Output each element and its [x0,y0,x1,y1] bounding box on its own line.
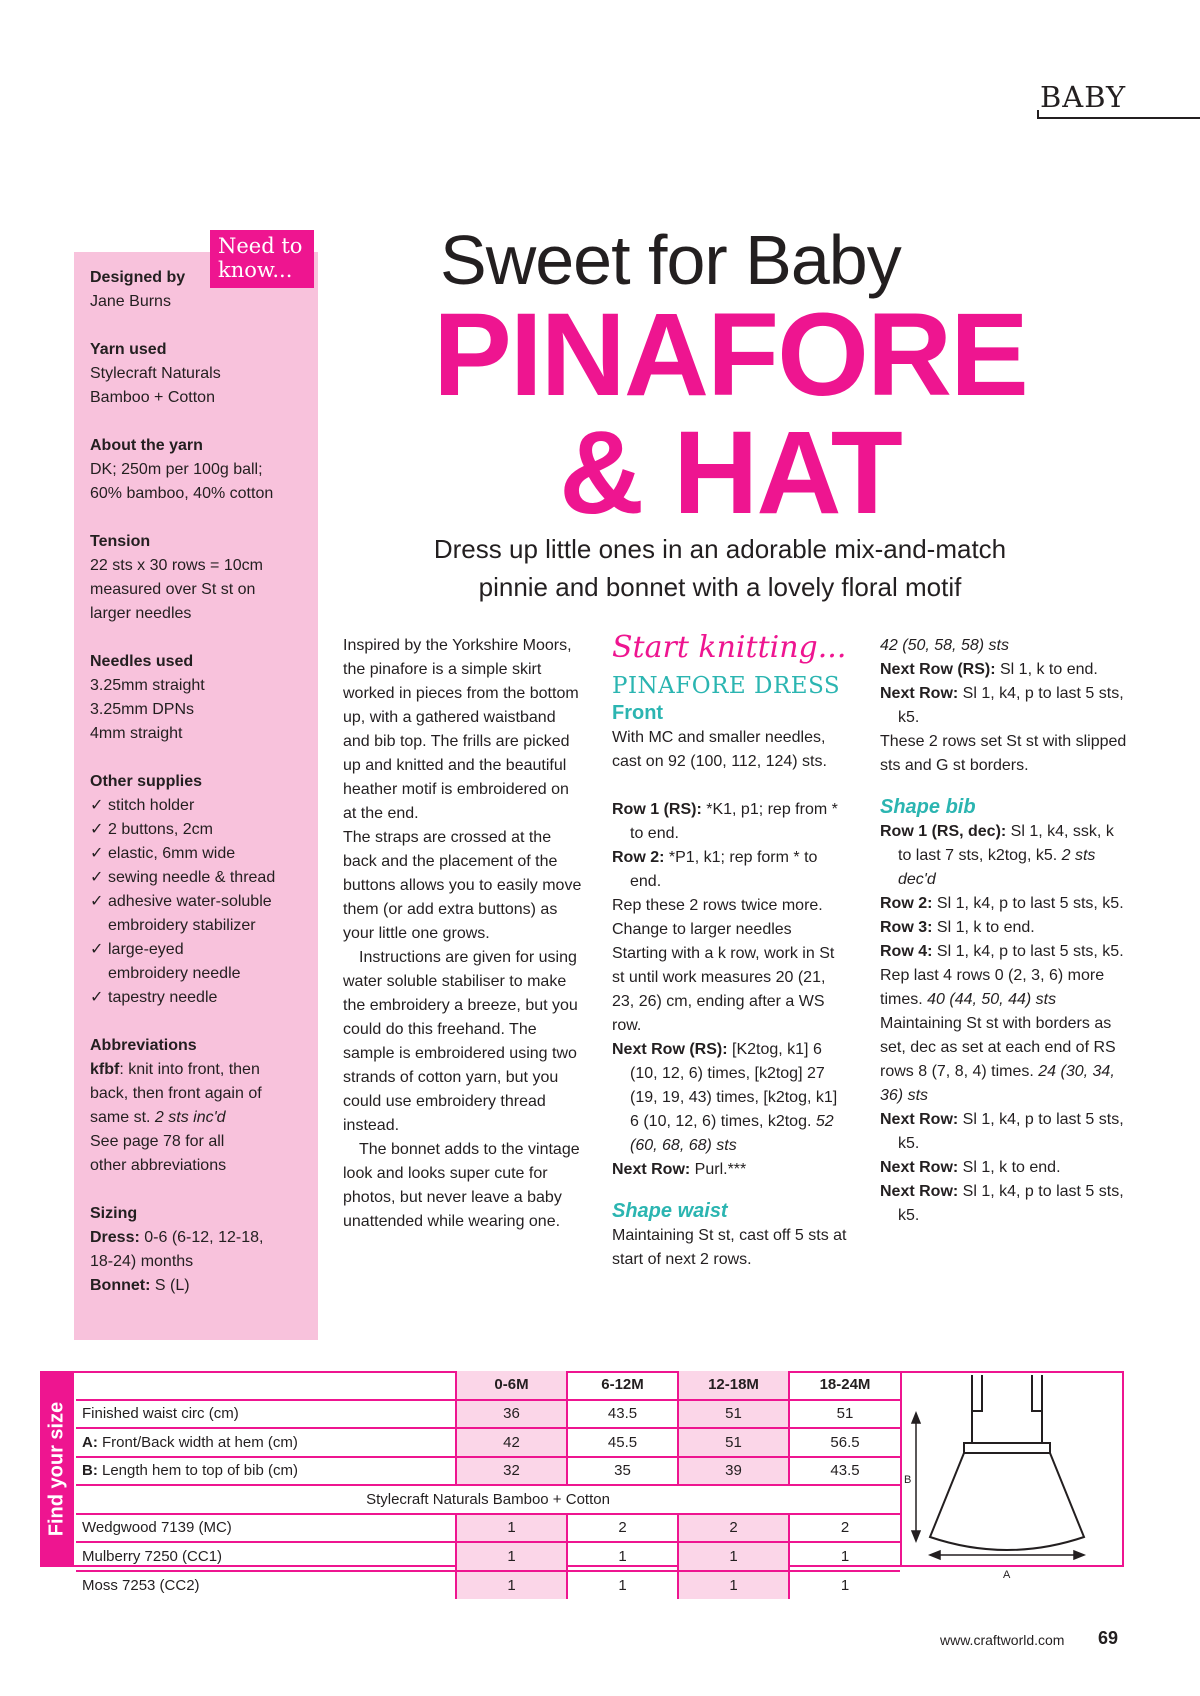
shape-bib-heading: Shape bib [880,796,976,818]
row-text: Sl 1, k4, ssk, k to last 7 sts, k2tog, k5. [898,823,1114,864]
row-text: Purl.*** [690,1161,747,1178]
standfirst-line: Dress up little ones in an adorable mix-and-match [433,534,1007,564]
table-row [76,1400,900,1429]
abbreviation-line: See page 78 for all [90,1133,225,1150]
table-cell: 51 [789,1400,900,1429]
row-label: Next Row: [880,685,959,702]
table-header-cell: 12-18M [678,1371,789,1400]
stitch-count: 2 sts dec'd [898,847,1096,888]
sizing-block [90,1202,306,1298]
pattern-row [612,1158,850,1182]
row-label-text: Front/Back width at hem (cm) [97,1433,298,1451]
check-icon: ✓ [90,989,104,1006]
intro-paragraph: The straps are crossed at the back and the placement of the buttons allows you to easily move them (or add extra buttons) as your little one grows. [343,829,582,942]
row-prefix: B: [82,1462,98,1480]
designed-by-heading: Designed by [90,269,186,286]
row-label: Next Row: [880,1183,959,1200]
supply-text: stitch holder [108,797,195,814]
table-cell: 1 [678,1542,789,1571]
sizing-line [90,1226,306,1250]
pattern-column-2 [880,634,1130,1228]
row-label: Next Row: [612,1161,691,1178]
needle-line: 3.25mm straight [90,677,205,694]
arrow-up-icon [912,1413,920,1423]
table-cell: 1 [567,1571,678,1600]
row-label: Next Row: [880,1111,959,1128]
table-cell: 1 [789,1571,900,1600]
tension-line: measured over St st on [90,581,256,598]
table-row-label: Finished waist circ (cm) [76,1400,456,1429]
table-cell: 1 [456,1542,567,1571]
stitch-count: 42 (50, 58, 58) sts [880,637,1009,654]
supply-item [90,866,306,890]
designer-name: Jane Burns [90,293,171,310]
sizing-value: S (L) [150,1277,190,1294]
supply-text: embroidery needle [108,965,241,982]
table-cell: 43.5 [789,1457,900,1486]
abbreviation-term: kfbf [90,1061,120,1078]
size-table-tab-label: Find your size [45,1401,68,1537]
title-line: & HAT [559,407,901,539]
table-cell: 39 [678,1457,789,1486]
diagram-label-a: A [1003,1569,1011,1581]
supply-text: embroidery stabilizer [108,917,256,934]
size-table [76,1371,900,1599]
supply-item [90,818,306,842]
tension-heading: Tension [90,533,151,550]
table-row-label: Wedgwood 7139 (MC) [76,1514,456,1543]
table-row-label: Mulberry 7250 (CC1) [76,1542,456,1571]
arrow-left-icon [930,1551,940,1559]
needle-line: 3.25mm DPNs [90,701,195,718]
abbreviation-line [90,1106,306,1130]
sizing-line: 18-24) months [90,1253,194,1270]
pattern-row [612,1038,850,1158]
sizing-label: Dress: [90,1229,140,1246]
pattern-row [880,820,1130,892]
yarn-used-line: Bamboo + Cotton [90,389,215,406]
tension-line: 22 sts x 30 rows = 10cm [90,557,263,574]
table-cell: 1 [456,1514,567,1543]
row-text: [K2tog, k1] 6 (10, 12, 6) times, [k2tog] 27 (19, 19, 43) times, [k2tog, k1] 6 (10, 12, 6) times, k2tog. [630,1041,838,1130]
table-header-blank [76,1371,456,1400]
table-cell: 56.5 [789,1428,900,1457]
arrow-right-icon [1074,1551,1084,1559]
supply-text: large-eyed [108,941,184,958]
table-cell: 1 [789,1542,900,1571]
row-text: Sl 1, k4, p to last 5 sts, k5. [932,943,1124,960]
table-header-cell: 6-12M [567,1371,678,1400]
pattern-row [880,682,1130,730]
table-header-cell: 18-24M [789,1371,900,1400]
waistband [964,1443,1050,1453]
pattern-text: With MC and smaller needles, cast on 92 (100, 112, 124) sts. [612,729,827,770]
section-rule [1037,117,1200,119]
pattern-row [880,1156,1130,1180]
table-cell: 36 [456,1400,567,1429]
supply-text: sewing needle & thread [108,869,276,886]
table-row [76,1571,900,1600]
abbreviation-line [90,1058,306,1082]
yarn-brand-row: Stylecraft Naturals Bamboo + Cotton [76,1485,900,1514]
bib [972,1411,1042,1443]
about-yarn-heading: About the yarn [90,437,203,454]
section-rule-tick [1037,110,1039,119]
supplies-block [90,770,306,1010]
intro-column [343,634,583,1234]
right-strap [1032,1375,1042,1411]
row-text: Sl 1, k to end. [995,661,1098,678]
stitch-count: 52 (60, 68, 68) sts [630,1113,834,1154]
supply-text: elastic, 6mm wide [108,845,236,862]
pattern-row [612,846,850,894]
table-row-label [76,1457,456,1486]
abbreviation-count: 2 sts inc'd [154,1109,226,1126]
row-label: Row 2: [880,895,933,912]
pattern-text: Change to larger needles [612,921,792,938]
table-row [76,1428,900,1457]
spacer [612,774,850,798]
pinafore-dress-heading: PINAFORE DRESS [612,673,841,699]
check-icon: ✓ [90,941,104,958]
supply-item [90,794,306,818]
footer-url[interactable]: www.craftworld.com [940,1632,1065,1648]
section-tag: BABY [1040,80,1127,114]
table-cell: 2 [789,1514,900,1543]
abbreviation-def: same st. [90,1109,155,1126]
pattern-text: These 2 rows set St st with slipped sts and G st borders. [880,733,1127,774]
pattern-text: Rep these 2 rows twice more. [612,897,823,914]
row-text: Rep last 4 rows 0 (2, 3, 6) more times. [880,967,1105,1008]
table-cell: 1 [567,1542,678,1571]
row-label: Row 4: [880,943,933,960]
supply-item [90,938,306,986]
row-label: Row 3: [880,919,933,936]
supply-item [90,842,306,866]
row-text: *P1, k1; rep form * to end. [630,849,818,890]
need-to-know-badge [210,230,314,288]
table-cell: 1 [456,1571,567,1600]
supply-text: 2 buttons, 2cm [108,821,213,838]
table-cell: 51 [678,1428,789,1457]
pattern-row [880,658,1130,682]
sizing-line [90,1274,306,1298]
row-label-text: Length hem to top of bib (cm) [97,1462,298,1480]
intro-paragraph: Instructions are given for using water soluble stabiliser to make the embroidery a breeze, but you could do this freehand. The sample is embroidered using two strands of cotton yarn, but you could use embroidery thread instead. [343,949,578,1134]
intro-paragraph: Inspired by the Yorkshire Moors, the pinafore is a simple skirt worked in pieces from the bottom up, with a gathered waistband and bib top. The frills are picked up and knitted and the beautiful heather motif is embroidered on at the end. [343,637,579,822]
row-label: Row 1 (RS): [612,801,702,818]
pattern-column-1 [612,628,850,1272]
yarn-used-heading: Yarn used [90,341,167,358]
pattern-text [880,964,1130,1012]
start-knitting-heading: Start knitting... [612,630,847,665]
abbreviations-heading: Abbreviations [90,1037,197,1054]
row-label: Next Row (RS): [612,1041,728,1058]
check-icon: ✓ [90,869,104,886]
left-strap [972,1375,982,1411]
row-text: *K1, p1; rep from * to end. [630,801,838,842]
row-text: Maintaining St st with borders as set, dec as set at each end of RS rows 8 (7, 8, 4) times. [880,1015,1116,1080]
about-yarn-block [90,434,306,506]
tension-block [90,530,306,626]
check-icon: ✓ [90,821,104,838]
table-cell: 42 [456,1428,567,1457]
badge-line: Need to [218,234,303,258]
row-label: Row 2: [612,849,665,866]
title-line: PINAFORE [433,289,1027,421]
pattern-row [880,1180,1130,1228]
yarn-used-line: Stylecraft Naturals [90,365,221,382]
table-cell: 45.5 [567,1428,678,1457]
pattern-row [612,798,850,846]
table-row [76,1485,900,1514]
page-title [380,289,1080,539]
table-cell: 2 [678,1514,789,1543]
check-icon: ✓ [90,845,104,862]
pattern-row [880,940,1130,964]
row-text: Sl 1, k4, p to last 5 sts, k5. [898,685,1124,726]
table-row-label [76,1428,456,1457]
stitch-count: 40 (44, 50, 44) sts [927,991,1057,1008]
supply-item [90,986,306,1010]
badge-line: know... [218,258,293,282]
need-to-know-sidebar [74,252,318,1340]
table-row-label: Moss 7253 (CC2) [82,1576,200,1594]
supplies-list [90,794,306,1010]
needles-block [90,650,306,746]
table-header-cell: 0-6M [456,1371,567,1400]
table-cell: 2 [567,1514,678,1543]
abbreviation-line: back, then front again of [90,1085,262,1102]
row-text: Sl 1, k4, p to last 5 sts, k5. [898,1111,1124,1152]
table-row [76,1457,900,1486]
sizing-value: 0-6 (6-12, 12-18, [139,1229,264,1246]
row-text: Sl 1, k to end. [958,1159,1061,1176]
abbreviation-def: : knit into front, then [119,1061,260,1078]
row-prefix: A: [82,1433,98,1451]
row-text: Sl 1, k to end. [932,919,1035,936]
diagram-label-b: B [904,1474,912,1486]
table-cell: 51 [678,1400,789,1429]
intro-paragraph: The bonnet adds to the vintage look and looks super cute for photos, but never leave a baby unattended while wearing one. [343,1141,580,1230]
yarn-used-block [90,338,306,410]
sizing-label: Bonnet: [90,1277,151,1294]
table-cell: 1 [678,1571,789,1600]
table-header-row [76,1371,900,1400]
table-cell: 35 [567,1457,678,1486]
needles-heading: Needles used [90,653,194,670]
pattern-text [880,1012,1130,1108]
check-icon: ✓ [90,893,104,910]
needle-line: 4mm straight [90,725,183,742]
stitch-count: 24 (30, 34, 36) sts [880,1063,1115,1104]
pinafore-diagram-box [900,1371,1124,1567]
arrow-down-icon [912,1531,920,1541]
shape-waist-heading: Shape waist [612,1200,728,1222]
pinafore-schematic [902,1371,1124,1565]
check-icon: ✓ [90,797,104,814]
table-cell: 43.5 [567,1400,678,1429]
skirt [930,1453,1084,1550]
supply-item [90,890,306,938]
pattern-row [880,1108,1130,1156]
row-label: Next Row (RS): [880,661,996,678]
about-yarn-line: DK; 250m per 100g ball; [90,461,263,478]
table-row [76,1514,900,1543]
standfirst-line: pinnie and bonnet with a lovely floral motif [478,572,962,602]
pattern-text: Maintaining St st, cast off 5 sts at start of next 2 rows. [612,1227,847,1268]
row-text: Sl 1, k4, p to last 5 sts, k5. [898,1183,1124,1224]
page-number: 69 [1098,1628,1119,1648]
pattern-text: Starting with a k row, work in St st until work measures 20 (21, 23, 26) cm, ending after a WS row. [612,945,835,1034]
tension-line: larger needles [90,605,192,622]
row-label: Row 1 (RS, dec): [880,823,1007,840]
table-row [76,1542,900,1571]
supplies-heading: Other supplies [90,773,203,790]
abbreviations-block [90,1034,306,1178]
front-heading: Front [612,702,664,724]
pattern-row [880,916,1130,940]
row-label: Next Row: [880,1159,959,1176]
title-kicker: Sweet for Baby [440,221,901,299]
row-text: Sl 1, k4, p to last 5 sts, k5. [932,895,1124,912]
supply-text: adhesive water-soluble [108,893,272,910]
standfirst [400,530,1040,606]
sizing-heading: Sizing [90,1205,138,1222]
supply-text: tapestry needle [108,989,218,1006]
about-yarn-line: 60% bamboo, 40% cotton [90,485,274,502]
table-cell: 32 [456,1457,567,1486]
abbreviation-line: other abbreviations [90,1157,227,1174]
pattern-row [880,892,1130,916]
